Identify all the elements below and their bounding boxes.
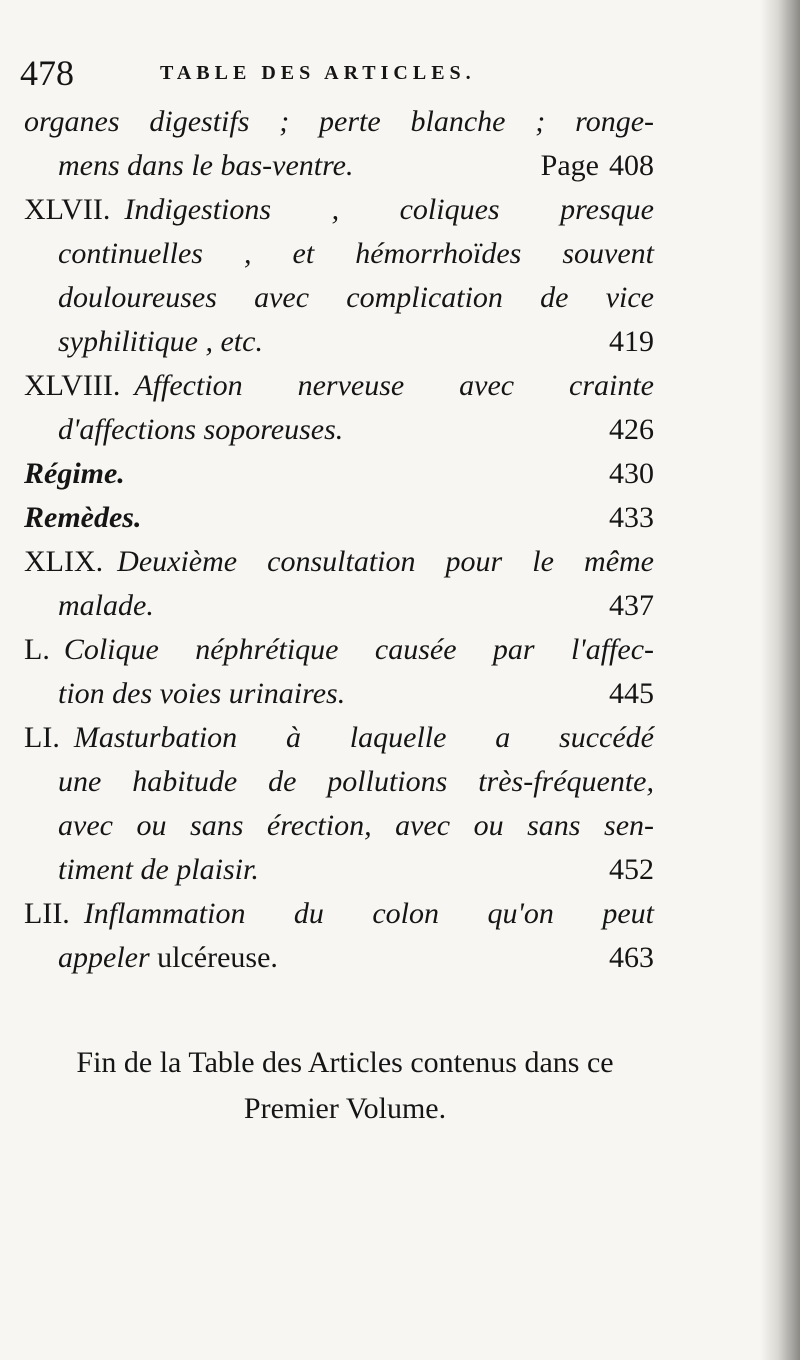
article-entry (24, 892, 654, 980)
article-title-text: une habitude de pollutions très-fréquente, (58, 765, 654, 798)
page-reference (609, 848, 654, 892)
entry-line (24, 892, 654, 936)
article-entry (24, 628, 654, 716)
article-title-text: d'affections soporeuses. (58, 413, 344, 446)
entry-line (24, 628, 654, 672)
entry-line (24, 584, 654, 628)
closing-note-line-2: Premier Volume. (243, 1092, 447, 1125)
page-number: 478 (20, 53, 74, 93)
page-reference (609, 408, 654, 452)
article-title-text: timent de plaisir. (58, 853, 259, 886)
entry-line (24, 232, 654, 276)
article-entry (24, 452, 654, 496)
page-reference (609, 452, 654, 496)
article-title-text: Indigestions , coliques presque (124, 193, 654, 226)
article-numeral: LII. (24, 897, 70, 930)
entry-line (24, 452, 654, 496)
page-reference (609, 936, 654, 980)
article-title-text: douloureuses avec complication de vice (58, 281, 654, 314)
closing-note-line-1: Fin de la Table des Articles contenus dans ce (76, 1046, 614, 1079)
article-title-text: ulcéreuse. (157, 941, 278, 974)
closing-note (20, 1040, 670, 1132)
page-number-ref: 437 (609, 589, 654, 622)
page-header (20, 52, 660, 92)
article-entry (24, 364, 654, 452)
entry-line (24, 144, 654, 188)
page-number-ref: 408 (609, 149, 654, 182)
article-title-text: mens dans le bas-ventre. (58, 149, 354, 182)
page-number-ref: 463 (609, 941, 654, 974)
entry-line (24, 540, 654, 584)
article-title-text: syphilitique , etc. (58, 325, 263, 358)
entry-line (24, 364, 654, 408)
entry-line (24, 848, 654, 892)
page-label: Page (540, 149, 599, 182)
article-title-text: Deuxième consultation pour le même (117, 545, 654, 578)
running-head: TABLE DES ARTICLES. (160, 62, 476, 84)
article-title-text: Régime. (24, 457, 125, 490)
page-number-ref: 445 (609, 677, 654, 710)
page-reference (609, 496, 654, 540)
article-title-text: tion des voies urinaires. (58, 677, 346, 710)
article-title-text: Colique néphrétique causée par l'affec- (63, 633, 654, 666)
article-numeral: XLVII. (24, 193, 111, 226)
article-title-text: Remèdes. (24, 501, 142, 534)
page-number-ref: 426 (609, 413, 654, 446)
article-numeral: L. (24, 633, 50, 666)
entry-line (24, 496, 654, 540)
entry-line (24, 188, 654, 232)
entry-line (24, 936, 654, 980)
article-entry (24, 716, 654, 892)
page-number-ref: 433 (609, 501, 654, 534)
article-title-text: organes digestifs ; perte blanche ; ronge- (24, 105, 654, 138)
page-number-ref: 419 (609, 325, 654, 358)
page-number-ref: 430 (609, 457, 654, 490)
entry-line (24, 276, 654, 320)
article-title-text: Masturbation à laquelle a succédé (73, 721, 654, 754)
page-reference (609, 320, 654, 364)
entry-line (24, 408, 654, 452)
entry-line (24, 760, 654, 804)
entry-line (24, 672, 654, 716)
article-entry (24, 188, 654, 364)
article-title-text: continuelles , et hémorrhoïdes souvent (58, 237, 654, 270)
article-numeral: XLVIII. (24, 369, 121, 402)
entry-line (24, 320, 654, 364)
article-entry (24, 540, 654, 628)
entry-line (24, 100, 654, 144)
article-entry (24, 100, 654, 188)
page-number-ref: 452 (609, 853, 654, 886)
book-spine-shadow (760, 0, 800, 1360)
entry-line (24, 716, 654, 760)
article-title-text: Inflammation du colon qu'on peut (83, 897, 654, 930)
article-entry (24, 496, 654, 540)
article-title-text: appeler (58, 941, 150, 974)
page-reference (609, 584, 654, 628)
article-numeral: LI. (24, 721, 60, 754)
article-title-text: avec ou sans érection, avec ou sans sen- (58, 809, 654, 842)
page-reference (609, 672, 654, 716)
table-of-articles (24, 100, 654, 980)
article-title-text: Affection nerveuse avec crainte (134, 369, 654, 402)
entry-line (24, 804, 654, 848)
page-reference (541, 144, 654, 188)
article-title-text: malade. (58, 589, 154, 622)
article-numeral: XLIX. (24, 545, 104, 578)
